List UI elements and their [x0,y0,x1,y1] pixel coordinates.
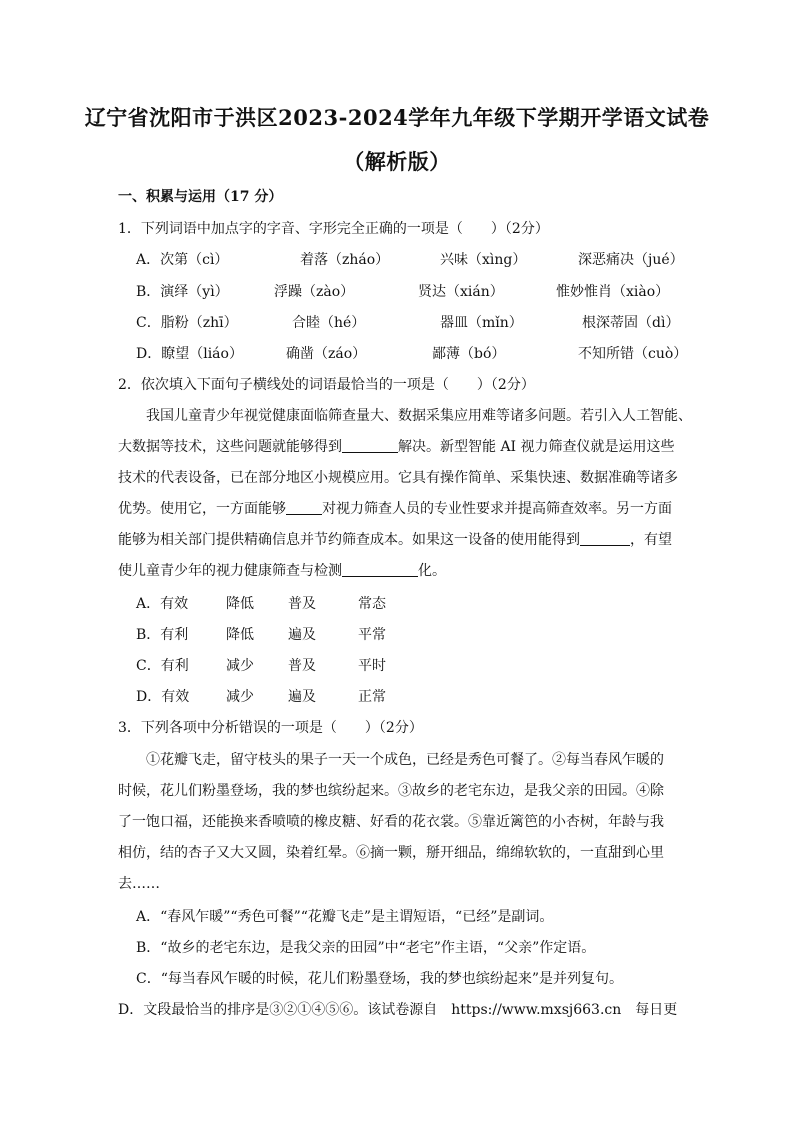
page-title: 辽宁省沈阳市于洪区2023-2024学年九年级下学期开学语文试卷 [84,105,710,130]
q1-a-word3: 兴味（xìng） [440,252,527,268]
q1-c-word3: 器皿（mǐn） [440,315,523,331]
q1-a-word1: A．次第（cì） [136,252,229,268]
passage-line [118,498,678,518]
q2-b-word3: 遍及 [288,627,316,643]
q1-d-word4: 不知所错（cuò） [578,346,688,362]
q2-b-word4: 平常 [358,627,386,643]
passage-text: 优势。使用它，一方面能够 [118,501,286,517]
q2-d-word2: 减少 [226,689,254,705]
q1-b-word4: 惟妙惟肖（xiào） [556,284,670,300]
question-1-stem: 1．下列词语中加点字的字音、字形完全正确的一项是（ ）（2分） [118,221,549,237]
page-subtitle: （解析版） [343,149,451,174]
passage-line: 技术的代表设备，已在部分地区小规模应用。它具有操作简单、采集快速、数据准确等诸多 [118,470,678,486]
passage-text: 化。 [418,563,446,579]
q1-d-word2: 确凿（záo） [286,346,367,362]
passage-line [118,560,678,580]
passage-text: 能够为相关部门提供精确信息并节约筛查成本。如果这一设备的使用能得到 [118,532,580,548]
q2-c-word2: 减少 [226,658,254,674]
q2-a-word3: 普及 [288,596,316,612]
q3-option-b: B．“故乡的老宅东边，是我父亲的田园”中“老宅”作主语，“父亲”作定语。 [136,940,596,956]
passage-text: 大数据等技术，这些问题就能够得到 [118,439,342,455]
q1-c-word2: 合睦（hé） [292,315,366,331]
q1-c-word1: C．脂粉（zhī） [136,315,238,331]
q2-d-word3: 遍及 [288,689,316,705]
q1-a-word2: 着落（zháo） [300,252,390,268]
q1-b-word3: 贤达（xián） [418,284,504,300]
q3-option-d: D．文段最恰当的排序是③②①④⑤⑥。该试卷源自 https://www.mxsj663.cn 每日更 [118,1002,678,1018]
passage-text: ，有望 [630,532,672,548]
q2-c-word1: C．有利 [136,658,189,674]
q1-b-word1: B．演绎（yì） [136,284,229,300]
q1-d-word1: D．瞭望（liáo） [136,346,243,362]
fill-blank-1 [342,438,398,453]
q2-b-word2: 降低 [226,627,254,643]
passage-line: 时候，花儿们粉墨登场，我的梦也缤纷起来。③故乡的老宅东边，是我父亲的田园。④除 [118,783,664,799]
passage-line: 我国儿童青少年视觉健康面临筛查量大、数据采集应用难等诸多问题。若引入人工智能、 [118,408,692,424]
section-heading: 一、积累与运用（17 分） [118,189,283,205]
q3-option-c: C．“每当春风乍暖的时候，花儿们粉墨登场，我的梦也缤纷起来”是并列复句。 [136,971,624,987]
q2-a-word1: A．有效 [136,596,189,612]
q1-c-word4: 根深蒂固（dì） [582,315,680,331]
q2-d-word1: D．有效 [136,689,190,705]
passage-line [118,436,678,456]
q1-d-word3: 鄙薄（bó） [432,346,506,362]
q2-c-word3: 普及 [288,658,316,674]
fill-blank-3 [580,531,630,546]
q2-c-word4: 平时 [358,658,386,674]
q1-b-word2: 浮躁（zào） [274,284,355,300]
passage-text: 对视力筛查人员的专业性要求并提高筛查效率。另一方面 [322,501,672,517]
passage-line: ①花瓣飞走，留守枝头的果子一天一个成色，已经是秀色可餐了。②每当春风乍暖的 [118,752,664,768]
q3-option-a: A．“春风乍暖”“秀色可餐”“花瓣飞走”是主谓短语，“已经”是副词。 [136,909,554,925]
passage-text: 使儿童青少年的视力健康筛查与检测 [118,563,342,579]
passage-line: 了一饱口福，还能换来香喷喷的橡皮糖、好看的花衣裳。⑤靠近篱笆的小杏树，年龄与我 [118,814,664,830]
question-3-stem: 3．下列各项中分析错误的一项是（ ）（2分） [118,720,423,736]
q2-b-word1: B．有利 [136,627,189,643]
q2-a-word4: 常态 [358,596,386,612]
passage-text: 解决。新型智能 AI 视力筛查仪就是运用这些 [398,439,675,455]
q2-d-word4: 正常 [358,689,386,705]
passage-line: 相仿，结的杏子又大又圆，染着红晕。⑥摘一颗，掰开细品，绵绵软软的，一直甜到心里 [118,845,664,861]
question-2-stem: 2．依次填入下面句子横线处的词语最恰当的一项是（ ）（2分） [118,377,535,393]
passage-line [118,529,678,549]
fill-blank-2 [286,500,322,515]
q1-a-word4: 深恶痛决（jué） [578,252,684,268]
fill-blank-4 [342,562,418,577]
passage-line: 去…… [118,876,160,892]
q2-a-word2: 降低 [226,596,254,612]
